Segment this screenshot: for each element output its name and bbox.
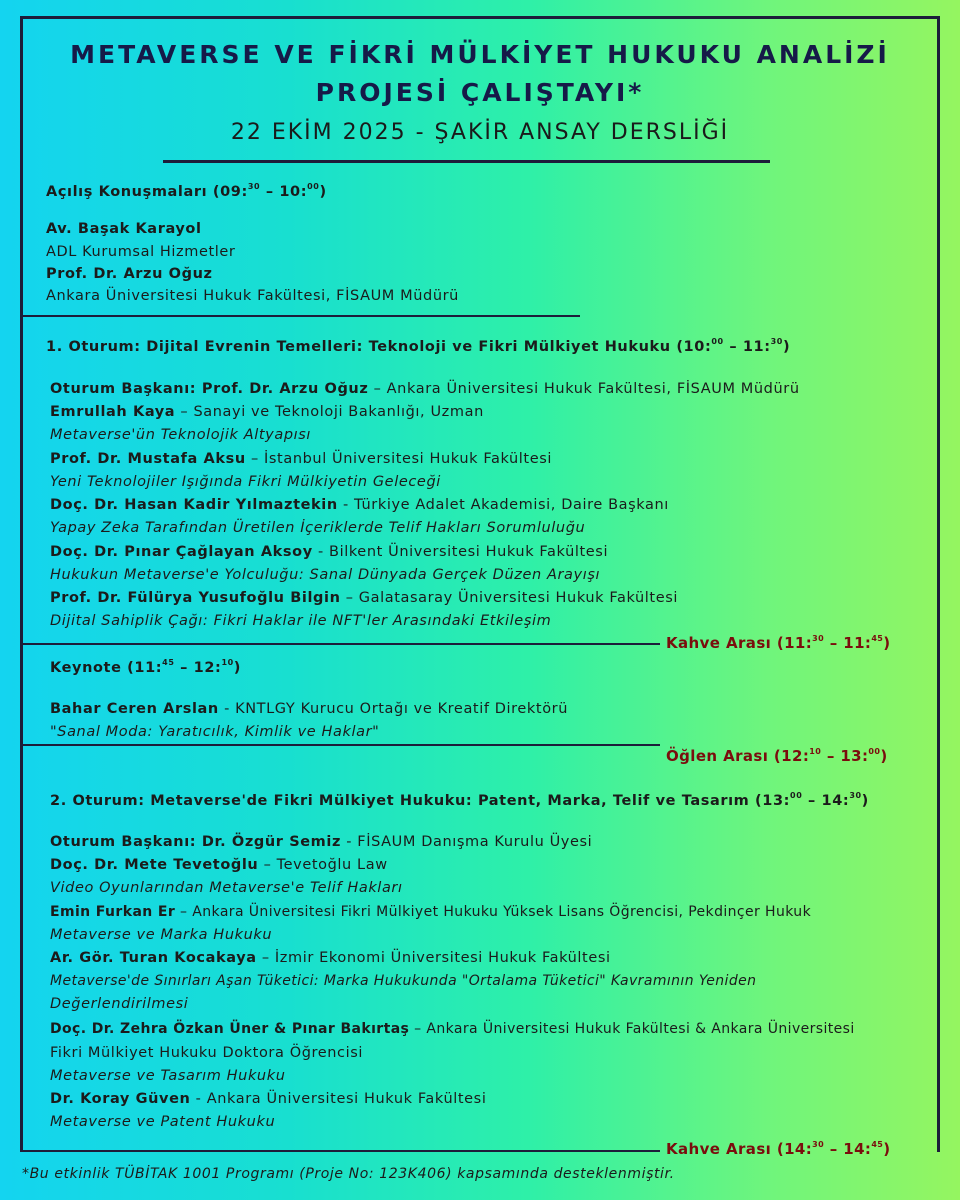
divider-keynote bbox=[20, 744, 660, 746]
session2-topic4: Metaverse ve Tasarım Hukuku bbox=[50, 1068, 286, 1084]
opening-speaker1: Av. Başak Karayol bbox=[46, 221, 202, 237]
opening-speaker1-org: ADL Kurumsal Hizmetler bbox=[46, 244, 236, 260]
session1-topic4: Hukukun Metaverse'e Yolculuğu: Sanal Dünyada Gerçek Düzen Arayışı bbox=[50, 567, 601, 583]
session1-topic5: Dijital Sahiplik Çağı: Fikri Haklar ile NFT'ler Arasındaki Etkileşim bbox=[50, 613, 552, 629]
session1-heading: 1. Oturum: Dijital Evrenin Temelleri: Teknoloji ve Fikri Mülkiyet Hukuku (10:$^{00}$ – 11:$^{30}$) bbox=[46, 337, 791, 355]
session2-topic3-line1: Metaverse'de Sınırları Aşan Tüketici: Marka Hukukunda "Ortalama Tüketici" Kavramının Yeniden bbox=[50, 973, 757, 989]
frame-left-line bbox=[20, 16, 23, 1152]
title-underline bbox=[163, 160, 770, 163]
session2-speaker2: Emin Furkan Er – Ankara Üniversitesi Fikri Mülkiyet Hukuku Yüksek Lisans Öğrencisi, Pekdinçer Hukuk bbox=[50, 904, 812, 920]
event-title-line2: PROJESİ ÇALIŞTAYI* bbox=[315, 78, 645, 107]
session2-topic2: Metaverse ve Marka Hukuku bbox=[50, 927, 273, 943]
keynote-speaker: Bahar Ceren Arslan - KNTLGY Kurucu Ortağı ve Kreatif Direktörü bbox=[50, 701, 569, 717]
lunch-break: Öğlen Arası (12:$^{10}$ – 13:$^{00}$) bbox=[666, 747, 888, 765]
session1-chair: Oturum Başkanı: Prof. Dr. Arzu Oğuz – Ankara Üniversitesi Hukuk Fakültesi, FİSAUM Müdürü bbox=[50, 381, 800, 397]
event-date-place: 22 EKİM 2025 - ŞAKİR ANSAY DERSLİĞİ bbox=[230, 120, 730, 145]
frame-right-line bbox=[937, 16, 940, 1152]
session2-chair: Oturum Başkanı: Dr. Özgür Semiz - FİSAUM Danışma Kurulu Üyesi bbox=[50, 834, 593, 850]
opening-heading: Açılış Konuşmaları (09:$^{30}$ – 10:$^{00}$) bbox=[46, 182, 327, 200]
event-title-line1: METAVERSE VE FİKRİ MÜLKİYET HUKUKU ANALİZİ bbox=[70, 40, 890, 69]
session2-speaker4-org-line2: Fikri Mülkiyet Hukuku Doktora Öğrencisi bbox=[50, 1045, 364, 1061]
session2-heading: 2. Oturum: Metaverse'de Fikri Mülkiyet Hukuku: Patent, Marka, Telif ve Tasarım (13:$^{00}$ – 14:$^{30}$) bbox=[50, 791, 869, 809]
session1-topic1: Metaverse'ün Teknolojik Altyapısı bbox=[50, 427, 312, 443]
coffee-break-1: Kahve Arası (11:$^{30}$ – 11:$^{45}$) bbox=[666, 634, 891, 652]
keynote-heading: Keynote (11:$^{45}$ – 12:$^{10}$) bbox=[50, 658, 242, 676]
opening-speaker2: Prof. Dr. Arzu Oğuz bbox=[46, 266, 213, 282]
session2-topic1: Video Oyunlarından Metaverse'e Telif Hakları bbox=[50, 880, 403, 896]
session1-speaker4: Doç. Dr. Pınar Çağlayan Aksoy - Bilkent Üniversitesi Hukuk Fakültesi bbox=[50, 544, 609, 560]
session2-speaker1: Doç. Dr. Mete Tevetoğlu – Tevetoğlu Law bbox=[50, 857, 388, 873]
session1-speaker5: Prof. Dr. Fülürya Yusufoğlu Bilgin – Galatasaray Üniversitesi Hukuk Fakültesi bbox=[50, 590, 679, 606]
frame-top-line bbox=[20, 16, 940, 19]
opening-speaker2-org: Ankara Üniversitesi Hukuk Fakültesi, FİSAUM Müdürü bbox=[46, 288, 459, 304]
funding-footnote: *Bu etkinlik TÜBİTAK 1001 Programı (Proje No: 123K406) kapsamında desteklenmiştir. bbox=[22, 1166, 675, 1182]
session2-speaker5: Dr. Koray Güven - Ankara Üniversitesi Hukuk Fakültesi bbox=[50, 1091, 487, 1107]
divider-session1 bbox=[20, 643, 660, 645]
session2-speaker4: Doç. Dr. Zehra Özkan Üner & Pınar Bakırtaş – Ankara Üniversitesi Hukuk Fakültesi & Ankara Üniversitesi bbox=[50, 1021, 855, 1037]
session1-speaker2: Prof. Dr. Mustafa Aksu – İstanbul Üniversitesi Hukuk Fakültesi bbox=[50, 451, 553, 467]
divider-session2 bbox=[20, 1150, 660, 1152]
session1-speaker3: Doç. Dr. Hasan Kadir Yılmaztekin - Türkiye Adalet Akademisi, Daire Başkanı bbox=[50, 497, 669, 513]
session2-topic5: Metaverse ve Patent Hukuku bbox=[50, 1114, 276, 1130]
session1-topic3: Yapay Zeka Tarafından Üretilen İçeriklerde Telif Hakları Sorumluluğu bbox=[50, 520, 586, 536]
coffee-break-2: Kahve Arası (14:$^{30}$ – 14:$^{45}$) bbox=[666, 1140, 891, 1158]
session1-topic2: Yeni Teknolojiler Işığında Fikri Mülkiyetin Geleceği bbox=[50, 474, 441, 490]
session1-speaker1: Emrullah Kaya – Sanayi ve Teknoloji Bakanlığı, Uzman bbox=[50, 404, 484, 420]
divider-opening bbox=[20, 315, 580, 317]
session2-topic3-line2: Değerlendirilmesi bbox=[50, 996, 189, 1012]
keynote-topic: "Sanal Moda: Yaratıcılık, Kimlik ve Haklar" bbox=[50, 724, 380, 740]
session2-speaker3: Ar. Gör. Turan Kocakaya – İzmir Ekonomi Üniversitesi Hukuk Fakültesi bbox=[50, 950, 611, 966]
